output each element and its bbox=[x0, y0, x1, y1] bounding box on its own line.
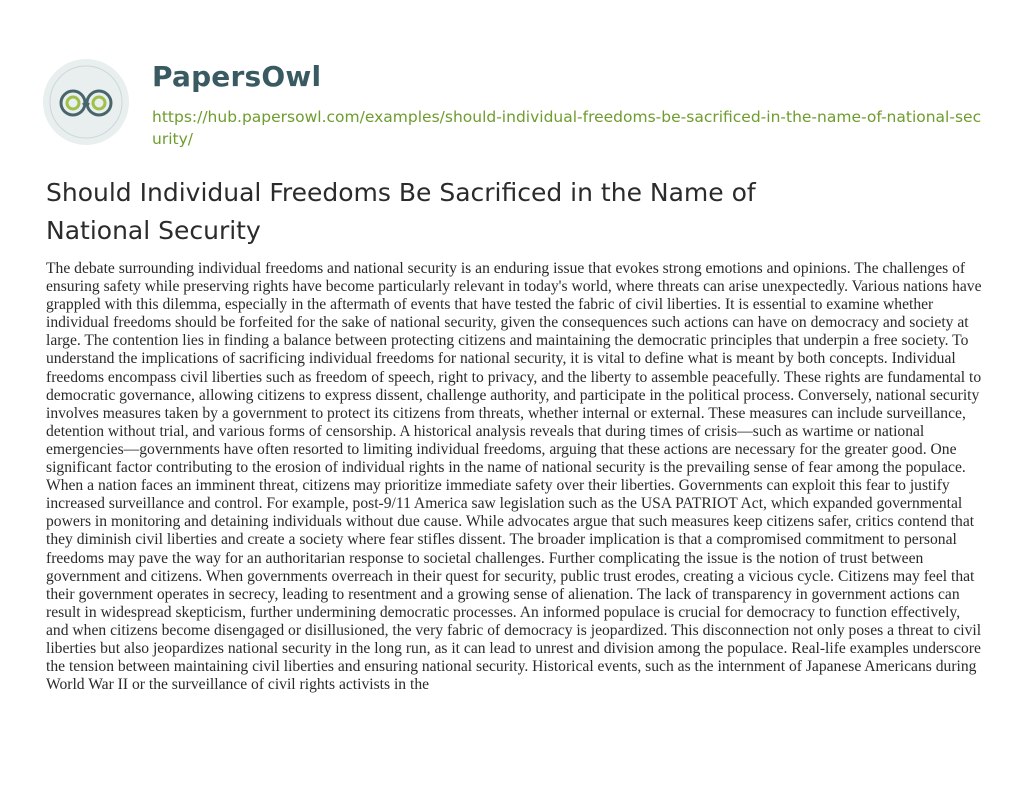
document-title: Should Individual Freedoms Be Sacrificed in the Name of National Security bbox=[46, 178, 756, 245]
brand-name: PapersOwl bbox=[152, 60, 322, 93]
document-body: The debate surrounding individual freedoms and national security is an enduring issue that evokes strong emotions and opinions. The challenges of ensuring safety while preserving rights have become particularly relevant in today's world, where threats can arise unexpectedly. Various nations have grappled with this dilemma, especially in the aftermath of events that have tested the fabric of civil liberties. It is essential to examine whether individual freedoms should be forfeited for the sake of national security, given the consequences such actions can have on democracy and society at large. The contention lies in finding a balance between protecting citizens and maintaining the democratic principles that underpin a free society. To understand the implications of sacrificing individual freedoms for national security, it is vital to define what is meant by both concepts. Individual freedoms encompass civil liberties such as freedom of speech, right to privacy, and the liberty to assemble peacefully. These rights are fundamental to democratic governance, allowing citizens to express dissent, challenge authority, and participate in the political process. Conversely, national security involves measures taken by a government to protect its citizens from threats, whether internal or external. These measures can include surveillance, detention without trial, and various forms of censorship. A historical analysis reveals that during times of crisis—such as wartime or national emergencies—governments have often resorted to limiting individual freedoms, arguing that these actions are necessary for the greater good. One significant factor contributing to the erosion of individual rights in the name of national security is the prevailing sense of fear among the populace. When a nation faces an imminent threat, citizens may prioritize immediate safety over their liberties. Governments can exploit this fear to justify increased surveillance and control. For example, post-9/11 America saw legislation such as the USA PATRIOT Act, which expanded governmental powers in monitoring and detaining individuals without due cause. While advocates argue that such measures keep citizens safer, critics contend that they diminish civil liberties and create a society where fear stifles dissent. The broader implication is that a compromised commitment to personal freedoms may pave the way for an authoritarian response to societal challenges. Further complicating the issue is the notion of trust between government and citizens. When governments overreach in their quest for security, public trust erodes, creating a vicious cycle. Citizens may feel that their government operates in secrecy, leading to resentment and a growing sense of alienation. The lack of transparency in government actions can result in widespread skepticism, further undermining democratic processes. An informed populace is crucial for democracy to function effectively, and when citizens become disengaged or disillusioned, the very fabric of democracy is jeopardized. This disconnection not only poses a threat to civil liberties but also jeopardizes national security in the long run, as it can lead to unrest and division among the populace. Real-life examples underscore the tension between maintaining civil liberties and ensuring national security. Historical events, such as the internment of Japanese Americans during World War II or the surveillance of civil rights activists in the bbox=[46, 260, 982, 694]
source-url-link[interactable]: https://hub.papersowl.com/examples/should-individual-freedoms-be-sacrificed-in-the-name-of-national-security/ bbox=[152, 108, 982, 148]
owl-eyes-logo-icon bbox=[42, 58, 130, 146]
